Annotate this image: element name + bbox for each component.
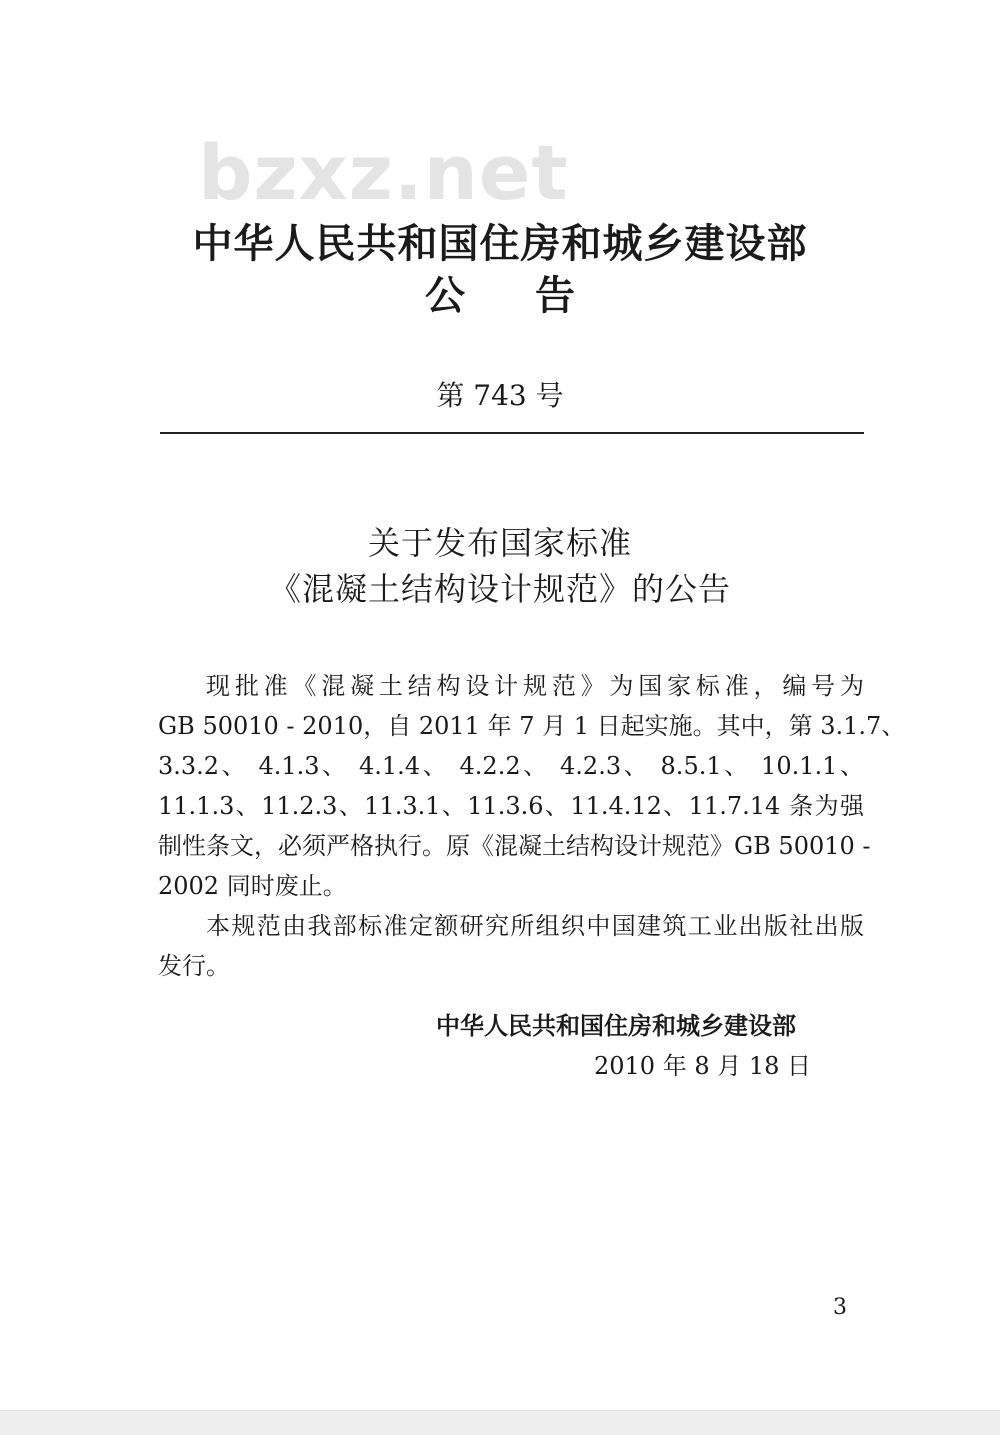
watermark-logo: bzxz.net xyxy=(198,128,569,217)
subject-line-1: 关于发布国家标准 xyxy=(367,524,632,562)
page-number: 3 xyxy=(833,1295,847,1320)
ministry-title: 中华人民共和国住房和城乡建设部 xyxy=(192,221,808,267)
body-line-1: 现批准《混凝土结构设计规范》为国家标准，编号为 xyxy=(206,672,864,700)
body-line-8: 发行。 xyxy=(158,952,230,980)
header-divider xyxy=(160,432,864,434)
signature-organization: 中华人民共和国住房和城乡建设部 xyxy=(436,1012,796,1040)
body-line-2: GB 50010 - 2010，自 2011 年 7 月 1 日起实施。其中，第 3.1.7、 xyxy=(158,712,906,740)
document-number: 第 743 号 xyxy=(436,379,564,412)
body-line-3: 3.3.2、 4.1.3、 4.1.4、 4.2.2、 4.2.3、 8.5.1、 10.1.1、 xyxy=(158,752,864,780)
body-line-4: 11.1.3、11.2.3、11.3.1、11.3.6、11.4.12、11.7.14 条为强 xyxy=(158,792,864,820)
viewer-bottom-bar xyxy=(0,1410,1000,1435)
announcement-heading: 公告 xyxy=(425,273,645,319)
signature-date: 2010 年 8 月 18 日 xyxy=(594,1052,812,1080)
body-line-7: 本规范由我部标准定额研究所组织中国建筑工业出版社出版 xyxy=(206,912,864,940)
body-line-5: 制性条文，必须严格执行。原《混凝土结构设计规范》GB 50010 - xyxy=(158,832,871,860)
subject-line-2: 《混凝土结构设计规范》的公告 xyxy=(268,570,731,608)
body-line-6: 2002 同时废止。 xyxy=(158,872,347,900)
